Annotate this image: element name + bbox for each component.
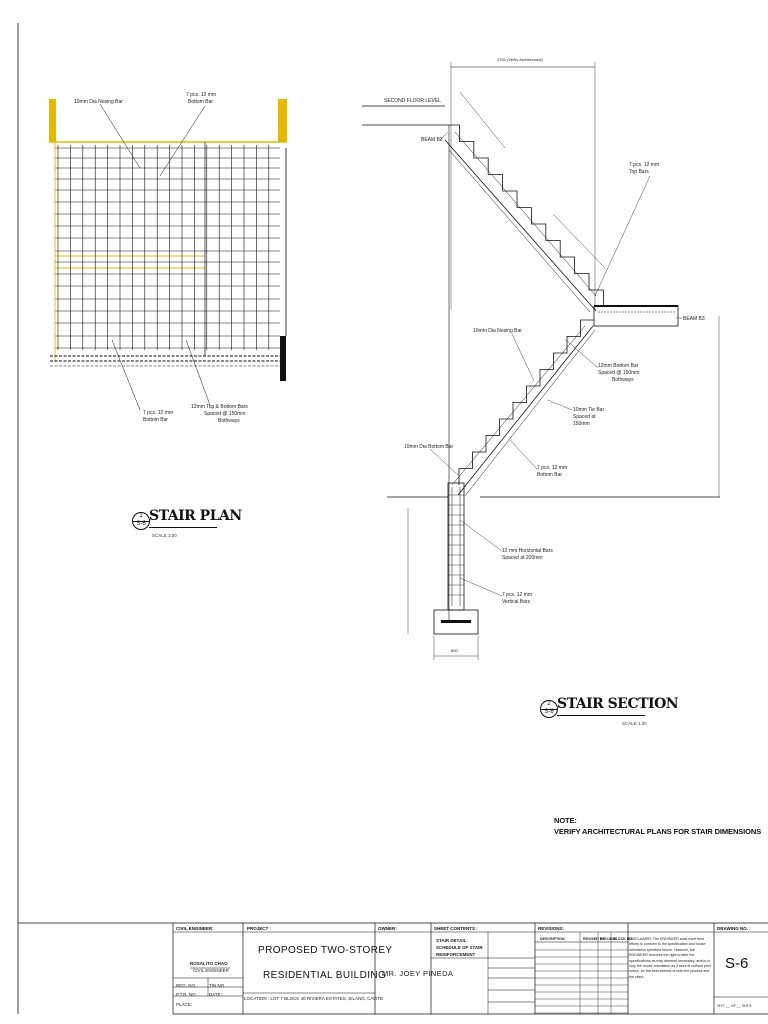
vertical-bars-label-b: Vertical Bars <box>502 599 531 605</box>
owner-label: OWNER: <box>378 926 397 931</box>
tie-bar-label-c: 150mm <box>573 421 590 427</box>
section-ref-sheet: S-6 <box>544 709 554 715</box>
leader-nosing <box>512 334 534 381</box>
place-label: PLACE: <box>176 1002 193 1007</box>
landing-slab <box>594 306 678 326</box>
plan-support-left <box>49 99 56 142</box>
note-heading: NOTE: <box>554 816 577 825</box>
owner-name: MR. JOEY PINEDA <box>382 969 454 978</box>
plan-leader-bottom <box>160 106 205 176</box>
sheet-contents-label: SHEET CONTENTS : <box>434 926 478 931</box>
dia-bottom-bar-label: 10mm Dia Bottom Bar <box>404 444 454 450</box>
section-reference-bubble <box>540 700 558 718</box>
plan-label-bottom-left-b: Bottom Bar <box>143 417 169 423</box>
drawing-no-label: DRAWING NO. : <box>717 926 751 931</box>
engineer-role: CIVIL ENGINEER <box>193 968 229 973</box>
rev-col3-header: PROJECT <box>600 937 617 941</box>
note-text: VERIFY ARCHITECTURAL PLANS FOR STAIR DIMENSIONS <box>554 827 762 836</box>
tie-bar-label-b: Spaced at <box>573 414 596 420</box>
sheet-contents-2: SCHEDULE OF STAIR <box>436 945 483 950</box>
bottom-bar-7-label-a: 7 pcs. 12 mm <box>537 465 568 471</box>
section-scale: SCALE 1:20 <box>622 721 647 726</box>
plan-label-bottom-top-a: 7 pcs. 12 mm <box>186 92 217 98</box>
leader-horizontal <box>460 520 502 551</box>
plan-title-underline <box>149 527 217 528</box>
lower-flight-steps <box>459 320 594 485</box>
sheet-of-sheets: SHT. __ OF __ SHTS. <box>717 1004 753 1008</box>
leader-vertical <box>460 578 502 596</box>
section-nosing-label: 10mm Dia Nosing Bar <box>473 328 522 334</box>
top-bars-label-b: Top Bars <box>629 169 649 175</box>
project-line-1: PROPOSED TWO-STOREY <box>258 945 393 956</box>
plan-label-tb-b: Spaced @ 150mm <box>204 411 246 417</box>
leader-top-bars <box>595 176 650 296</box>
section-title-underline <box>557 715 645 716</box>
sheet-number: S-6 <box>725 955 749 972</box>
leader-bb7 <box>510 440 537 469</box>
project-label: PROJECT : <box>247 926 272 931</box>
upper-flight-rebar-top <box>455 132 596 296</box>
bottom-bar-7-label-b: Bottom Bar <box>537 472 563 478</box>
plan-title: STAIR PLAN <box>149 508 242 524</box>
plan-reference-bubble <box>132 512 150 530</box>
bottom-bar-150-label-a: 12mm Bottom Bar <box>598 363 639 369</box>
tin-no-label: TIN NO. <box>209 983 226 988</box>
lower-flight-rebar-2 <box>465 330 595 496</box>
section-title: STAIR SECTION <box>557 696 679 712</box>
rev-col2-header: REVISED BY <box>583 937 605 941</box>
bottom-bar-150-label-c: Bothways <box>612 377 634 383</box>
rev-col4-header: BLOCK NO. <box>613 937 634 941</box>
upper-flight-rebar-bottom <box>449 150 590 312</box>
ptr-no-label: P.T.R. NO. <box>176 992 197 997</box>
upper-slope-dim <box>460 92 505 148</box>
upper-flight-steps <box>445 125 603 307</box>
plan-ref-sheet: S-6 <box>136 521 146 527</box>
engineer-name: ROSALITO CHAO <box>190 961 228 966</box>
lower-flight-rebar-1 <box>452 326 585 485</box>
footing-width-dimension: 600 <box>451 648 458 653</box>
upper-slope-dim-2 <box>553 214 605 268</box>
leader-dia-bottom <box>430 449 458 475</box>
project-line-2: RESIDENTIAL BUILDING <box>263 970 387 981</box>
plan-label-bottom-left-a: 7 pcs. 12 mm <box>143 410 174 416</box>
horizontal-bars-label-a: 12 mm Horizontal Bars <box>502 548 553 554</box>
horizontal-bars-label-b: Spaced at 200mm <box>502 555 543 561</box>
disclaimer-text: DISCLAIMER: The ENGINEER shall exert best efforts to conform to the specification and house orientation specified herein. However, the ENGINEER reserves the right to alter the specifications as may deemed necessary, and/or to vary the house orientation as it sees fit without prior notice, for the best interest of both the product and the client. <box>629 937 711 979</box>
plan-label-tb-a: 12mm Top & Bottom Bars <box>191 404 248 410</box>
plan-leader-bottom-left <box>112 340 140 410</box>
leader-tie <box>548 400 572 410</box>
plan-ref-number: 1 <box>139 513 143 519</box>
civil-engineer-label: CIVIL ENGINEER: <box>176 926 214 931</box>
second-floor-label: SECOND FLOOR LEVEL <box>384 98 441 104</box>
vertical-bars-label-a: 7 pcs. 12 mm <box>502 592 533 598</box>
plan-leader-tb <box>186 340 210 405</box>
footing-bar <box>441 620 471 623</box>
beam-b2-label: BEAM B2 <box>421 137 443 143</box>
plan-label-bottom-top-b: Bottom Bar <box>188 99 214 105</box>
revisions-label: REVISIONS: <box>538 926 565 931</box>
plan-label-tb-c: Bothways <box>218 418 240 424</box>
plan-label-nosing: 10mm Dia Nosing Bar <box>74 99 123 105</box>
section-top-dimension: 2762 (Verify Architectural) <box>497 57 543 62</box>
plan-right-beam <box>280 336 286 381</box>
sheet-contents-1: STAIR DETAIL <box>436 938 467 943</box>
sheet-contents-3: REINFORCEMENT <box>436 952 476 957</box>
reg-no-label: REG. NO. <box>176 983 197 988</box>
date-label: DATE: <box>209 992 222 997</box>
bottom-bar-150-label-b: Spaced @ 150mm <box>598 370 640 376</box>
rev-description-header: DESCRIPTION <box>540 937 565 941</box>
top-bars-label-a: 7 pcs. 12 mm <box>629 162 660 168</box>
section-ref-number: 2 <box>547 701 551 707</box>
stair-column <box>448 483 464 610</box>
project-location: LOCATION : LOT 7 BLOCK 40 RIVIERA ESTATES, SILANG, CAVITE <box>244 996 384 1001</box>
tie-bar-label-a: 10mm Tie Bar <box>573 407 605 413</box>
upper-flight-soffit <box>445 140 596 311</box>
beam-b3-label: BEAM B3 <box>683 316 705 322</box>
plan-scale: SCALE 1:20 <box>152 533 177 538</box>
plan-support-right <box>278 99 287 142</box>
